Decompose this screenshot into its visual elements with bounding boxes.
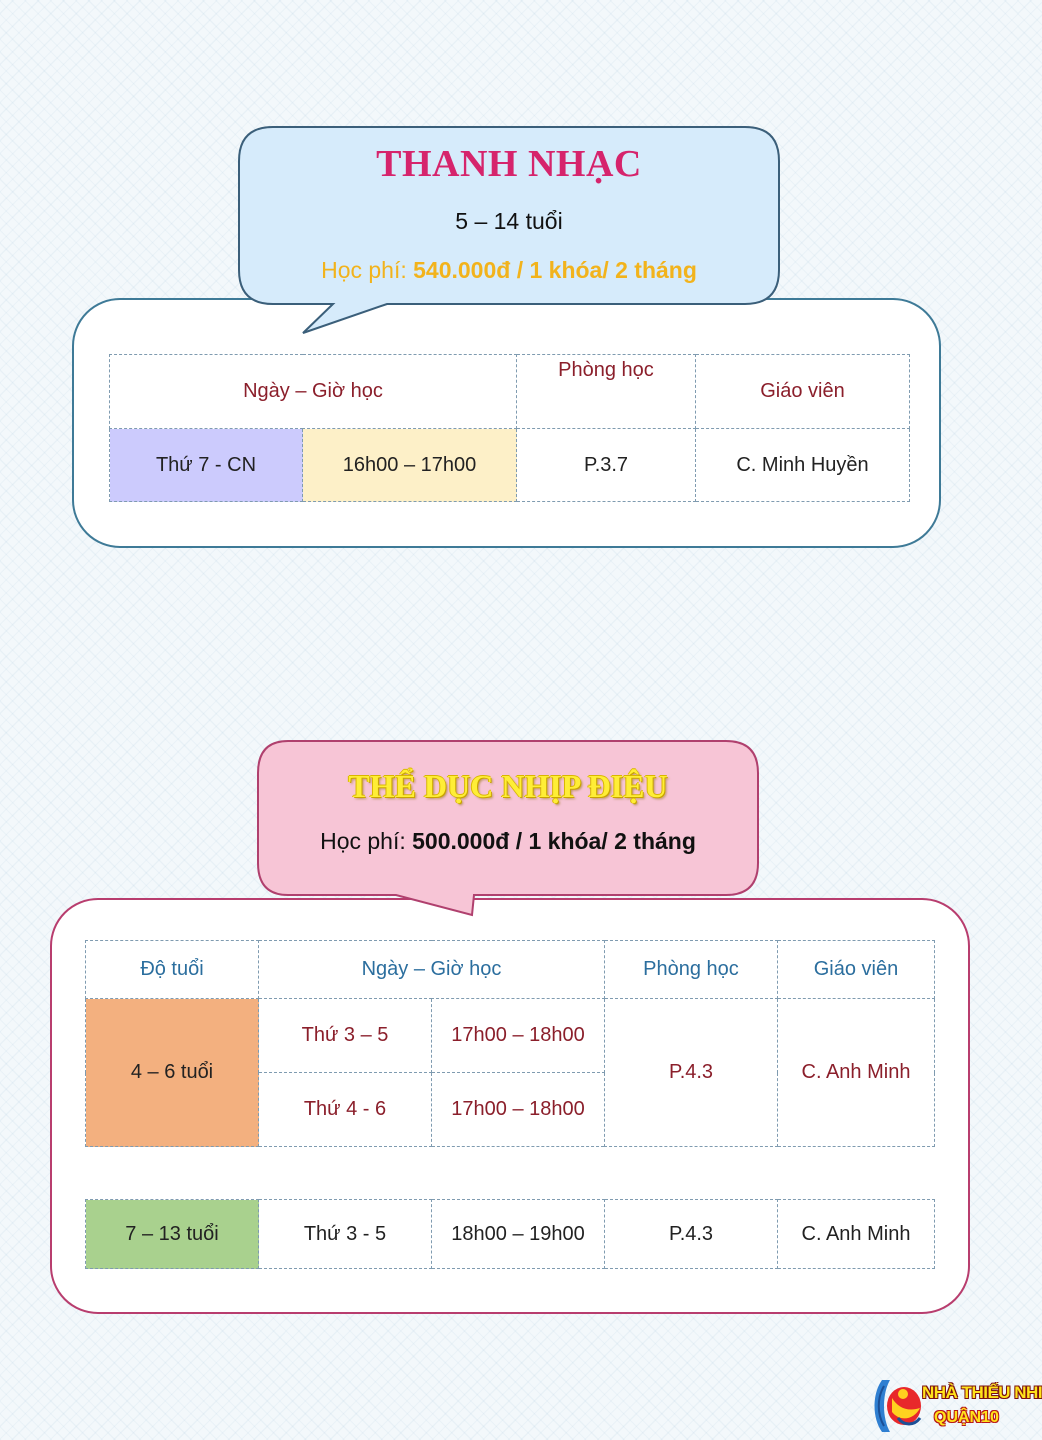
table-row [86,1200,935,1269]
header-room: Phòng học [605,941,778,999]
cell-time: 17h00 – 18h00 [432,1073,605,1147]
cell-room: P.4.3 [605,999,778,1147]
cell-days: Thứ 7 - CN [110,429,303,502]
header-age: Độ tuổi [86,941,259,999]
header-schedule: Ngày – Giờ học [259,941,605,999]
cell-time: 18h00 – 19h00 [432,1200,605,1269]
fee-value: 500.000đ / 1 khóa/ 2 tháng [412,828,696,854]
cell-time: 17h00 – 18h00 [432,999,605,1073]
fee-label: Học phí: [320,828,413,854]
fee-value: 540.000đ / 1 khóa/ 2 tháng [413,257,697,283]
cell-room: P.3.7 [517,429,696,502]
header-teacher: Giáo viên [696,355,910,429]
cell-teacher: C. Anh Minh [778,1200,935,1269]
logo-text-line2: QUẬN10 [934,1409,999,1426]
table-row [86,999,935,1073]
header-room: Phòng học [517,355,696,429]
the-duc-schedule-table-2 [85,1199,935,1269]
the-duc-fee [256,828,760,855]
cell-days: Thứ 4 - 6 [259,1073,432,1147]
thanh-nhac-age-range: 5 – 14 tuổi [455,208,563,234]
cell-teacher: C. Minh Huyền [696,429,910,502]
table-header-row [86,941,935,999]
cell-time: 16h00 – 17h00 [303,429,517,502]
cell-room: P.4.3 [605,1200,778,1269]
thanh-nhac-schedule-table [109,354,910,502]
header-teacher: Giáo viên [778,941,935,999]
table-row [110,429,910,502]
thanh-nhac-title: THANH NHẠC [376,143,642,185]
header-schedule: Ngày – Giờ học [110,355,517,429]
cell-days: Thứ 3 – 5 [259,999,432,1073]
logo-text-line1: NHÀ THIẾU NHI [922,1383,1042,1402]
the-duc-schedule-table [85,940,935,1147]
cell-teacher: C. Anh Minh [778,999,935,1147]
cell-age: 4 – 6 tuổi [86,999,259,1147]
fee-label: Học phí: [321,257,414,283]
cell-days: Thứ 3 - 5 [259,1200,432,1269]
thanh-nhac-fee [237,257,781,284]
table-header-row [110,355,910,429]
cell-age: 7 – 13 tuổi [86,1200,259,1269]
the-duc-title: THỂ DỤC NHỊP ĐIỆU [348,768,668,804]
